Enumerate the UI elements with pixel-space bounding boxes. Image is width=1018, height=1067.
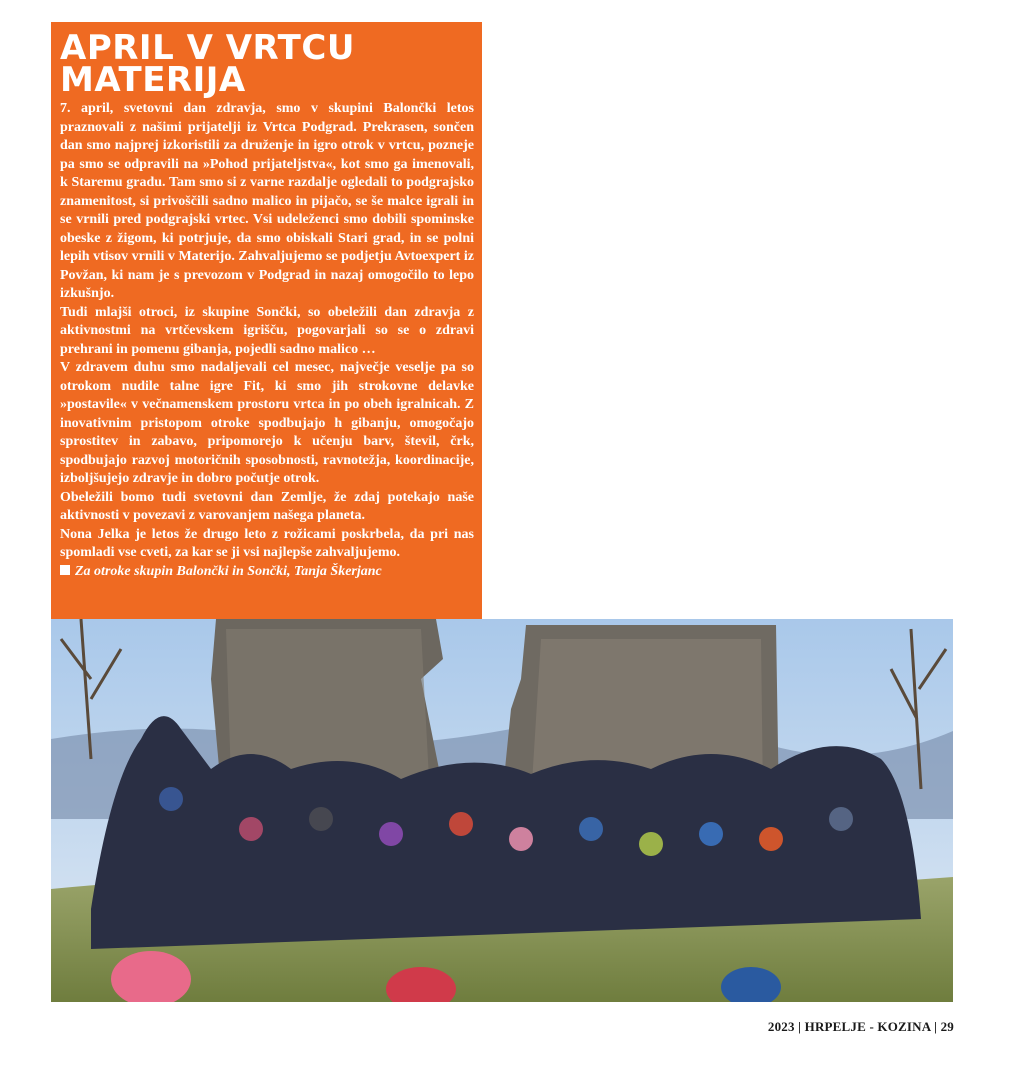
signature-text: Za otroke skupin Balončki in Sončki, Tanja Škerjanc: [75, 563, 382, 579]
group-photo: [51, 619, 953, 1002]
square-bullet-icon: [60, 565, 70, 575]
title-line-1: APRIL V VRTCU: [60, 28, 355, 68]
paragraph-2: Tudi mlajši otroci, iz skupine Sončki, so obeležili dan zdravja z aktivnostmi na vrtčevskem igrišču, pogovarjali so se o zdravi prehrani in pomenu gibanja, pojedli sadno malico …: [60, 304, 474, 357]
title-line-2: MATERIJA: [60, 60, 246, 100]
paragraph-1: 7. april, svetovni dan zdravja, smo v skupini Balončki letos praznovali z našimi prijatelji iz Vrtca Podgrad. Prekrasen, sončen dan smo najprej izkoristili za druženje in igro otrok v vrtcu, pozneje pa smo se odpravili na »Pohod prijateljstva«, kot smo ga imenovali, k Staremu gradu. Tam smo si z varne razdalje ogledali to podgrajsko znamenitost, si privoščili sadno malico in pijačo, se še malce igrali in se vrnili pred podgrajski vrtec. Vsi udeleženci smo dobili spominske obeske z žigom, ki potrjuje, da smo obiskali Stari grad, in se polni lepih vtisov vrnili v Materijo. Zahvaljujemo se podjetju Avtoexpert iz Povžan, ki nam je s prevozom v Podgrad in nazaj omogočilo to lepo izkušnjo.: [60, 101, 474, 301]
paragraph-5: Nona Jelka je letos že drugo leto z rožicami poskrbela, da pri nas spomladi vse cveti, za kar se ji vsi najlepše zahvaljujemo.: [60, 526, 474, 560]
article-panel: [51, 22, 482, 620]
group-photo-icon: [51, 619, 953, 1002]
paragraph-3: V zdravem duhu smo nadaljevali cel mesec, največje veselje pa so otrokom nudile talne igre Fit, ki smo jih strokovne delavke »postavile« v večnamenskem prostoru vrtca in po obeh igralnicah. Z inovativnim pristopom otroke spodbujajo h gibanju, omogočajo sprostitev in zabavo, pripomorejo k učenju barv, števil, črk, spodbujajo razvoj motoričnih sposobnosti, ravnotežja, koordinacije, izboljšujejo zdravje in dobro počutje otrok.: [60, 360, 474, 486]
paragraph-4: Obeležili bomo tudi svetovni dan Zemlje, že zdaj potekajo naše aktivnosti v povezavi z varovanjem našega planeta.: [60, 489, 474, 523]
signature: [60, 563, 474, 582]
page-footer: 2023 | HRPELJE - KOZINA | 29: [767, 1019, 954, 1034]
article-body: [60, 100, 474, 581]
article-title: [60, 28, 474, 100]
